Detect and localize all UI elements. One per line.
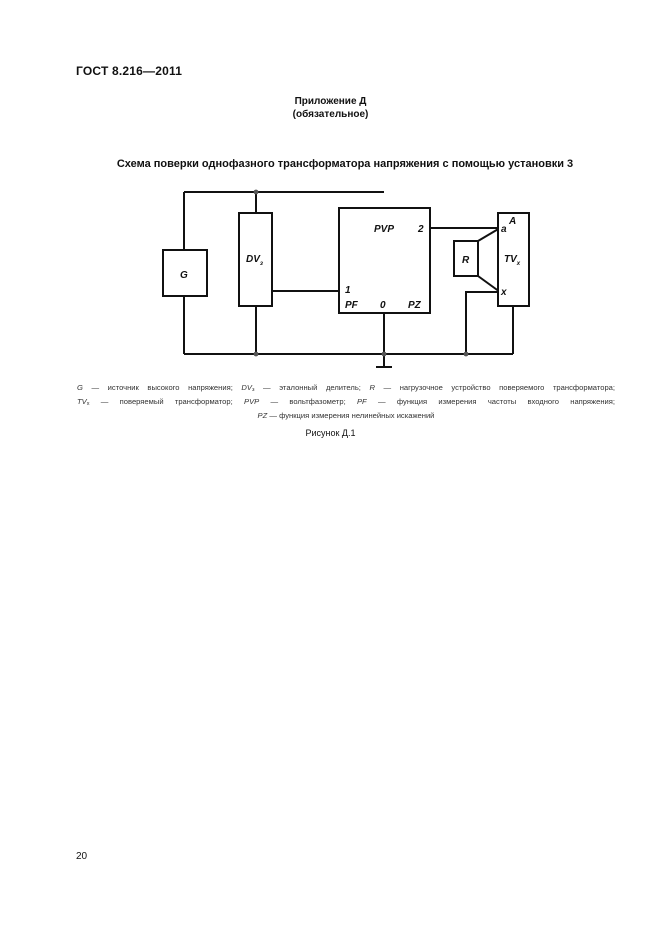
page-number: 20 (76, 851, 88, 862)
label-pin-2: 2 (418, 224, 424, 235)
label-terminal-a-upper: A (509, 216, 517, 227)
label-terminal-x: x (501, 287, 507, 298)
legend-line-1: G — источник высокого напряжения; $DV_з$ — эталонный делитель; R — нагрузочное устройство поверяемого трансформатора; (77, 383, 616, 393)
legend-line-2: $TV_x$ — поверяемый трансформатор; PVP — вольтфазометр; PF — функция измерения частоты входного напряжения; (77, 397, 615, 407)
wire-r-x (478, 276, 500, 292)
label-g: G (180, 270, 188, 281)
junction-dot (382, 352, 387, 357)
label-tv: $TV_x$ (504, 254, 521, 267)
label-r: R (462, 255, 470, 266)
label-zero: 0 (380, 300, 386, 311)
label-terminal-a-lower: a (501, 224, 507, 235)
label-pf: PF (345, 300, 358, 311)
wire-x-ground (466, 292, 500, 354)
label-pin-1: 1 (345, 285, 351, 296)
junction-dot (254, 352, 259, 357)
wire-r-a (478, 228, 500, 241)
label-pz: PZ (408, 300, 421, 311)
label-pvp: PVP (374, 224, 395, 235)
appendix-title: Приложение Д (294, 96, 367, 107)
figure-title: Схема поверки однофазного трансформатора напряжения с помощью установки 3 (116, 158, 574, 170)
figure-caption: Рисунок Д.1 (305, 428, 356, 438)
appendix-status: (обязательное) (292, 109, 369, 120)
figure-legend (77, 382, 615, 422)
label-dv: $DV_з$ (246, 254, 263, 267)
legend-line-3: PZ — функция измерения нелинейных искажений (257, 411, 435, 420)
junction-dot (254, 190, 259, 195)
junction-dot (464, 352, 469, 357)
standard-designation: ГОСТ 8.216—2011 (76, 64, 183, 78)
